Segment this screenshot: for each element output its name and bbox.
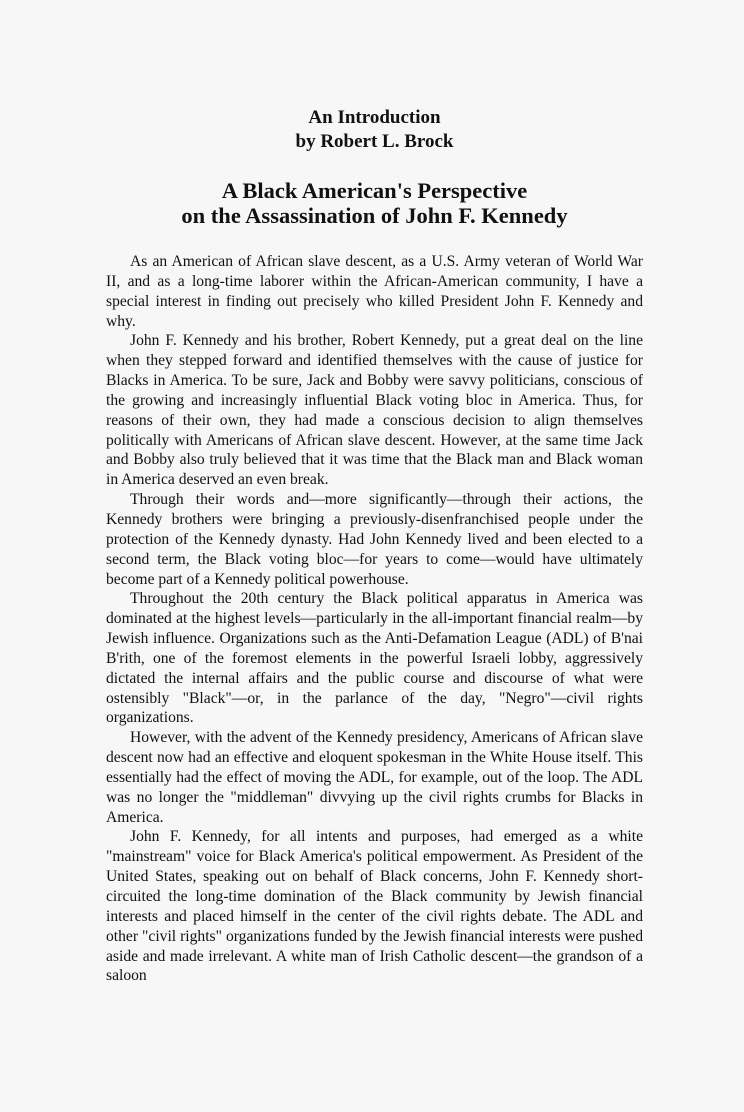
paragraph: Through their words and—more significantly—through their actions, the Kennedy brothers were bringing a previously-disenfranchised people under the protection of the Kennedy dynasty. Had John Kennedy lived and been elected to a second term, the Black voting bloc—for years to come—would have ultimately become part of a Kennedy political powerhouse. <box>106 491 643 588</box>
document-title <box>106 178 643 228</box>
title-line-2: on the Assassination of John F. Kennedy <box>181 203 568 228</box>
paragraph: John F. Kennedy, for all intents and purposes, had emerged as a white "mainstream" voice for Black America's political empowerment. As President of the United States, speaking out on behalf of Black concerns, John F. Kennedy short-circuited the long-time domination of the Black community by Jewish financial interests and placed himself in the center of the civil rights debate. The ADL and other "civil rights" organizations funded by the Jewish financial interests were pushed aside and made irrelevant. A white man of Irish Catholic descent—the grandson of a saloon <box>106 828 643 985</box>
body-text <box>106 252 643 986</box>
document-page <box>106 106 643 986</box>
paragraph: However, with the advent of the Kennedy presidency, Americans of African slave descent now had an effective and eloquent spokesman in the White House itself. This essentially had the effect of moving the ADL, for example, out of the loop. The ADL was no longer the "middleman" divvying up the civil rights crumbs for Blacks in America. <box>106 729 643 826</box>
intro-line: An Introduction <box>308 107 441 128</box>
title-line-1: A Black American's Perspective <box>221 178 528 203</box>
author-line: by Robert L. Brock <box>295 131 454 152</box>
paragraph: John F. Kennedy and his brother, Robert Kennedy, put a great deal on the line when they stepped forward and identified themselves with the cause of justice for Blacks in America. To be sure, Jack and Bobby were savvy politicians, conscious of the growing and increasingly influential Black voting bloc in America. Thus, for reasons of their own, they had made a conscious decision to align themselves politically with Americans of African slave descent. However, at the same time Jack and Bobby also truly believed that it was time that the Black man and Black woman in America deserved an even break. <box>106 332 643 489</box>
paragraph: As an American of African slave descent, as a U.S. Army veteran of World War II, and as a long-time laborer within the African-American community, I have a special interest in finding out precisely who killed President John F. Kennedy and why. <box>106 253 643 330</box>
paragraph: Throughout the 20th century the Black political apparatus in America was dominated at the highest levels—particularly in the all-important financial realm—by Jewish influence. Organizations such as the Anti-Defamation League (ADL) of B'nai B'rith, one of the foremost elements in the powerful Israeli lobby, aggressively dictated the internal affairs and the public course and discourse of what were ostensibly "Black"—or, in the parlance of the day, "Negro"—civil rights organizations. <box>106 590 643 727</box>
introduction-heading <box>106 106 643 154</box>
